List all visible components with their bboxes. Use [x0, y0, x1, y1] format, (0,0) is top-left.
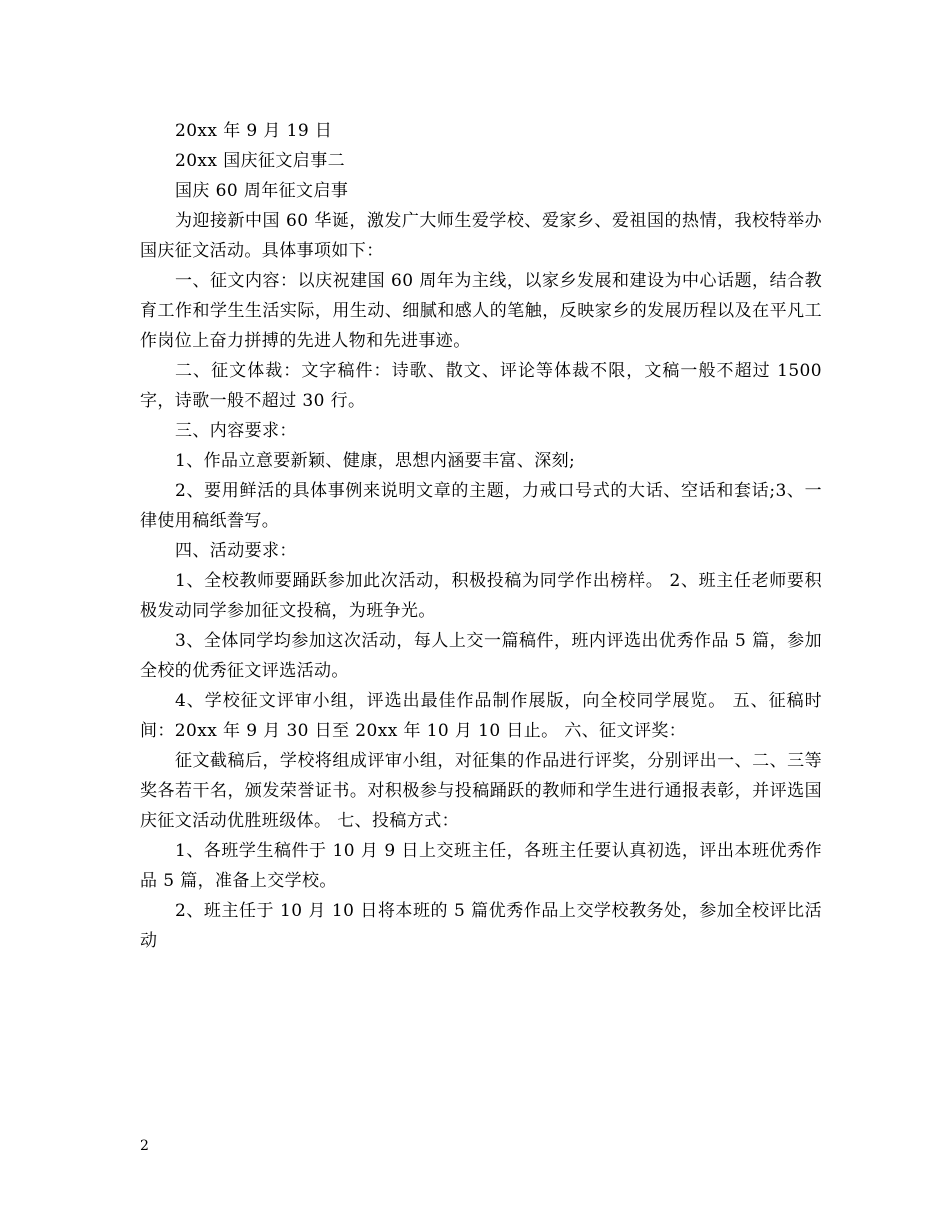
date-line: 20xx 年 9 月 19 日	[175, 121, 333, 141]
paragraph-activity-1: 1、全校教师要踊跃参加此次活动，积极投稿为同学作出榜样。 2、班主任老师要积极发动同学参加征文投稿，为班争光。	[140, 571, 822, 621]
paragraph-activity-heading: 四、活动要求：	[175, 541, 297, 561]
paragraph-submission-1: 1、各班学生稿件于 10 月 9 日上交班主任，各班主任要认真初选，评出本班优秀作品 5 篇，准备上交学校。	[140, 841, 822, 891]
document-body	[140, 116, 822, 956]
section-heading: 20xx 国庆征文启事二	[175, 151, 346, 171]
paragraph-requirement-2: 2、要用鲜活的具体事例来说明文章的主题，力戒口号式的大话、空话和套话;3、一律使用稿纸誊写。	[140, 481, 822, 531]
notice-title: 国庆 60 周年征文启事	[175, 181, 349, 201]
intro-paragraph: 为迎接新中国 60 华诞，激发广大师生爱学校、爱家乡、爱祖国的热情，我校特举办国庆征文活动。具体事项如下：	[140, 211, 822, 261]
paragraph-activity-4: 4、学校征文评审小组，评选出最佳作品制作展版，向全校同学展览。 五、征稿时间：20xx 年 9 月 30 日至 20xx 年 10 月 10 日止。 六、征文评奖：	[140, 691, 822, 741]
paragraph-requirements-heading: 三、内容要求：	[175, 421, 297, 441]
paragraph-genre: 二、征文体裁：文字稿件：诗歌、散文、评论等体裁不限，文稿一般不超过 1500 字，诗歌一般不超过 30 行。	[140, 361, 822, 411]
paragraph-activity-3: 3、全体同学均参加这次活动，每人上交一篇稿件，班内评选出优秀作品 5 篇，参加全校的优秀征文评选活动。	[140, 631, 822, 681]
paragraph-requirement-1: 1、作品立意要新颖、健康，思想内涵要丰富、深刻;	[175, 451, 576, 471]
paragraph-content: 一、征文内容：以庆祝建国 60 周年为主线，以家乡发展和建设为中心话题，结合教育工作和学生生活实际，用生动、细腻和感人的笔触，反映家乡的发展历程以及在平凡工作岗位上奋力拼搏的先进人物和先进事迹。	[140, 271, 822, 351]
page-number: 2	[140, 1138, 149, 1154]
paragraph-judging: 征文截稿后，学校将组成评审小组，对征集的作品进行评奖，分别评出一、二、三等奖各若干名，颁发荣誉证书。对积极参与投稿踊跃的教师和学生进行通报表彰，并评选国庆征文活动优胜班级体。 七、投稿方式：	[140, 751, 822, 831]
paragraph-submission-2: 2、班主任于 10 月 10 日将本班的 5 篇优秀作品上交学校教务处，参加全校评比活动	[140, 901, 822, 951]
